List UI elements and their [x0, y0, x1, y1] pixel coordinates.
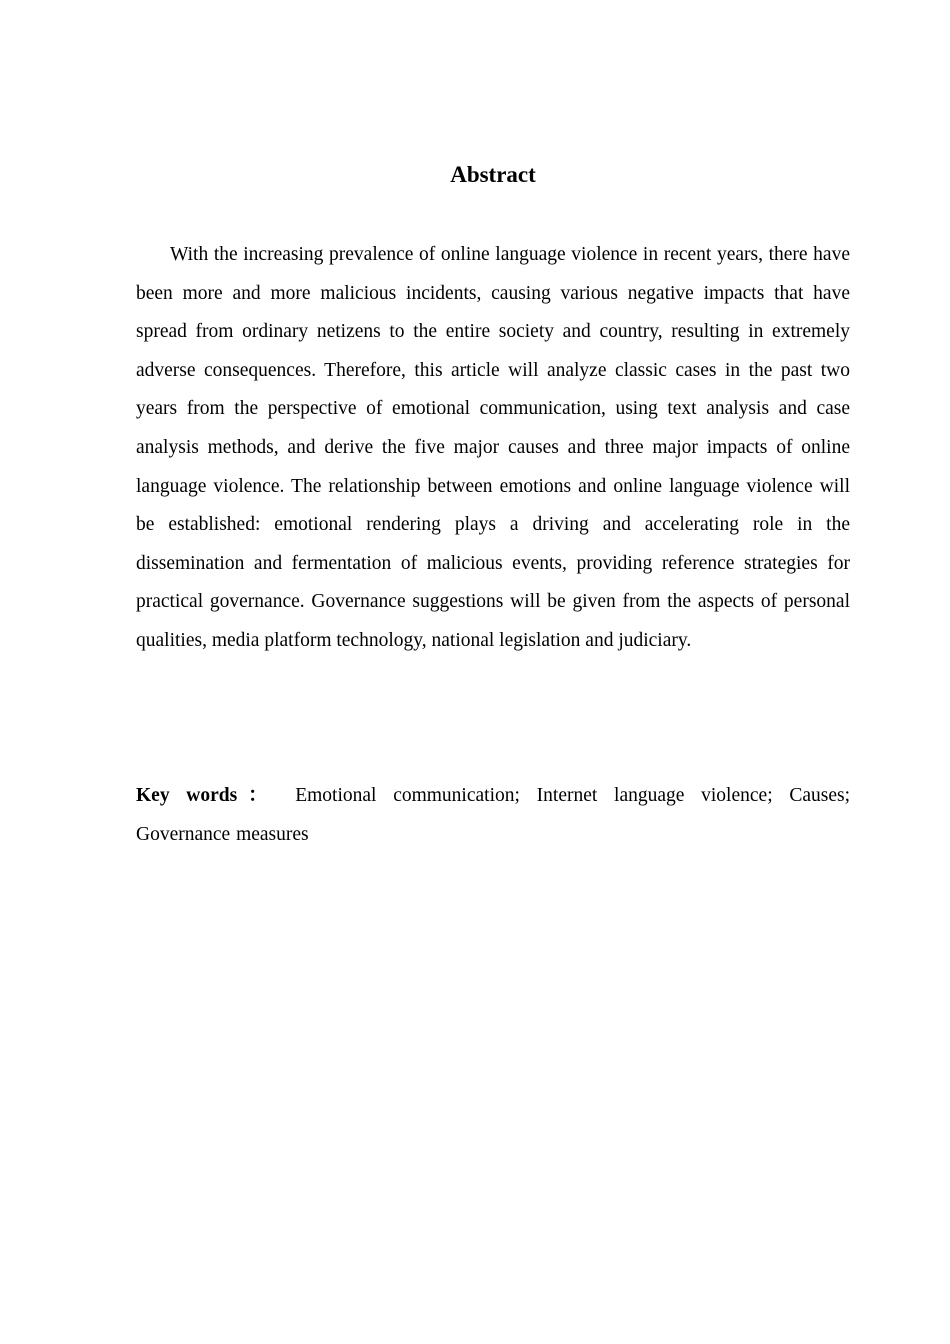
abstract-title: Abstract — [450, 162, 536, 187]
keywords-value: Emotional communication; Internet language violence; Causes; Governance measures — [136, 785, 851, 845]
keywords-label: Key words： — [136, 785, 279, 806]
keywords-line — [136, 777, 850, 854]
abstract-body: With the increasing prevalence of online language violence in recent years, there have been more and more malicious incidents, causing various negative impacts that have spread from ordinary netizens to the entire society and country, resulting in extremely adverse consequences. Therefore, this article will analyze classic cases in the past two years from the perspective of emotional communication, using text analysis and case analysis methods, and derive the five major causes and three major impacts of online language violence. The relationship between emotions and online language violence will be established: emotional rendering plays a driving and accelerating role in the dissemination and fermentation of malicious events, providing reference strategies for practical governance. Governance suggestions will be given from the aspects of personal qualities, media platform technology, national legislation and judiciary. — [136, 244, 850, 651]
